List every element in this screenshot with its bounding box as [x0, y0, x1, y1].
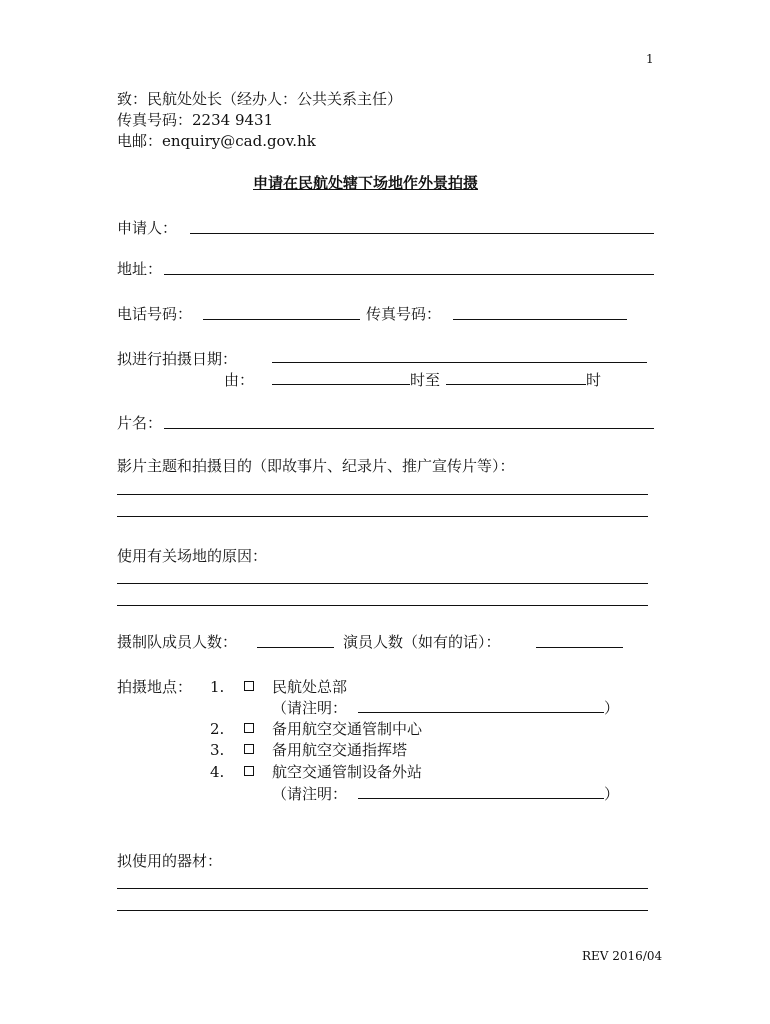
- from-label: 由：: [224, 371, 255, 389]
- specify-open-4: （请注明：: [272, 785, 348, 803]
- specify-close-1: ）: [604, 699, 620, 717]
- film-name-field[interactable]: [164, 428, 654, 429]
- equipment-label: 拟使用的器材：: [117, 852, 223, 870]
- reason-line-1[interactable]: [117, 583, 648, 584]
- film-name-label: 片名：: [117, 414, 163, 432]
- applicant-label: 申请人：: [117, 219, 178, 237]
- time-end-field[interactable]: [446, 384, 586, 385]
- specify-close-4: ）: [604, 785, 620, 803]
- crew-label: 摄制队成员人数：: [117, 633, 238, 651]
- address-field[interactable]: [164, 274, 654, 275]
- phone-label: 电话号码：: [117, 305, 193, 323]
- header-fax: 传真号码：2234 9431: [117, 111, 274, 129]
- address-label: 地址：: [117, 260, 163, 278]
- time-end-label: 时: [586, 371, 602, 389]
- applicant-field[interactable]: [190, 233, 654, 234]
- form-title: 申请在民航处辖下场地作外景拍摄: [253, 174, 479, 192]
- header-to: 致：民航处处长（经办人：公共关系主任）: [117, 90, 403, 108]
- reason-line-2[interactable]: [117, 605, 648, 606]
- reason-label: 使用有关场地的原因：: [117, 547, 268, 565]
- crew-field[interactable]: [257, 647, 334, 648]
- location-num-3: 3.: [210, 741, 225, 759]
- location-checkbox-3[interactable]: [244, 744, 254, 754]
- location-checkbox-2[interactable]: [244, 723, 254, 733]
- page-number: 1: [646, 52, 654, 66]
- revision-footer: REV 2016/04: [582, 949, 663, 963]
- actors-label: 演员人数（如有的话）：: [343, 633, 501, 651]
- location-num-4: 4.: [210, 763, 225, 781]
- location-label-2: 备用航空交通管制中心: [272, 720, 423, 738]
- time-to-label: 时至: [410, 371, 441, 389]
- header-email: 电邮：enquiry@cad.gov.hk: [117, 132, 316, 150]
- fax-field[interactable]: [453, 319, 627, 320]
- location-label-3: 备用航空交通指挥塔: [272, 741, 408, 759]
- actors-field[interactable]: [536, 647, 623, 648]
- theme-label: 影片主题和拍摄目的（即故事片、纪录片、推广宣传片等）：: [117, 457, 515, 475]
- location-checkbox-1[interactable]: [244, 681, 254, 691]
- theme-line-1[interactable]: [117, 494, 648, 495]
- location-label: 拍摄地点：: [117, 678, 193, 696]
- shoot-date-field[interactable]: [272, 362, 647, 363]
- location-label-4: 航空交通管制设备外站: [272, 763, 423, 781]
- specify-field-1[interactable]: [358, 712, 604, 713]
- location-num-1: 1.: [210, 678, 225, 696]
- location-label-1: 民航处总部: [272, 678, 348, 696]
- shoot-date-label: 拟进行拍摄日期：: [117, 350, 238, 368]
- equipment-line-2[interactable]: [117, 910, 648, 911]
- location-num-2: 2.: [210, 720, 225, 738]
- theme-line-2[interactable]: [117, 516, 648, 517]
- location-checkbox-4[interactable]: [244, 766, 254, 776]
- specify-open-1: （请注明：: [272, 699, 348, 717]
- time-start-field[interactable]: [272, 384, 410, 385]
- equipment-line-1[interactable]: [117, 888, 648, 889]
- specify-field-4[interactable]: [358, 798, 604, 799]
- phone-field[interactable]: [203, 319, 360, 320]
- fax-label: 传真号码：: [366, 305, 442, 323]
